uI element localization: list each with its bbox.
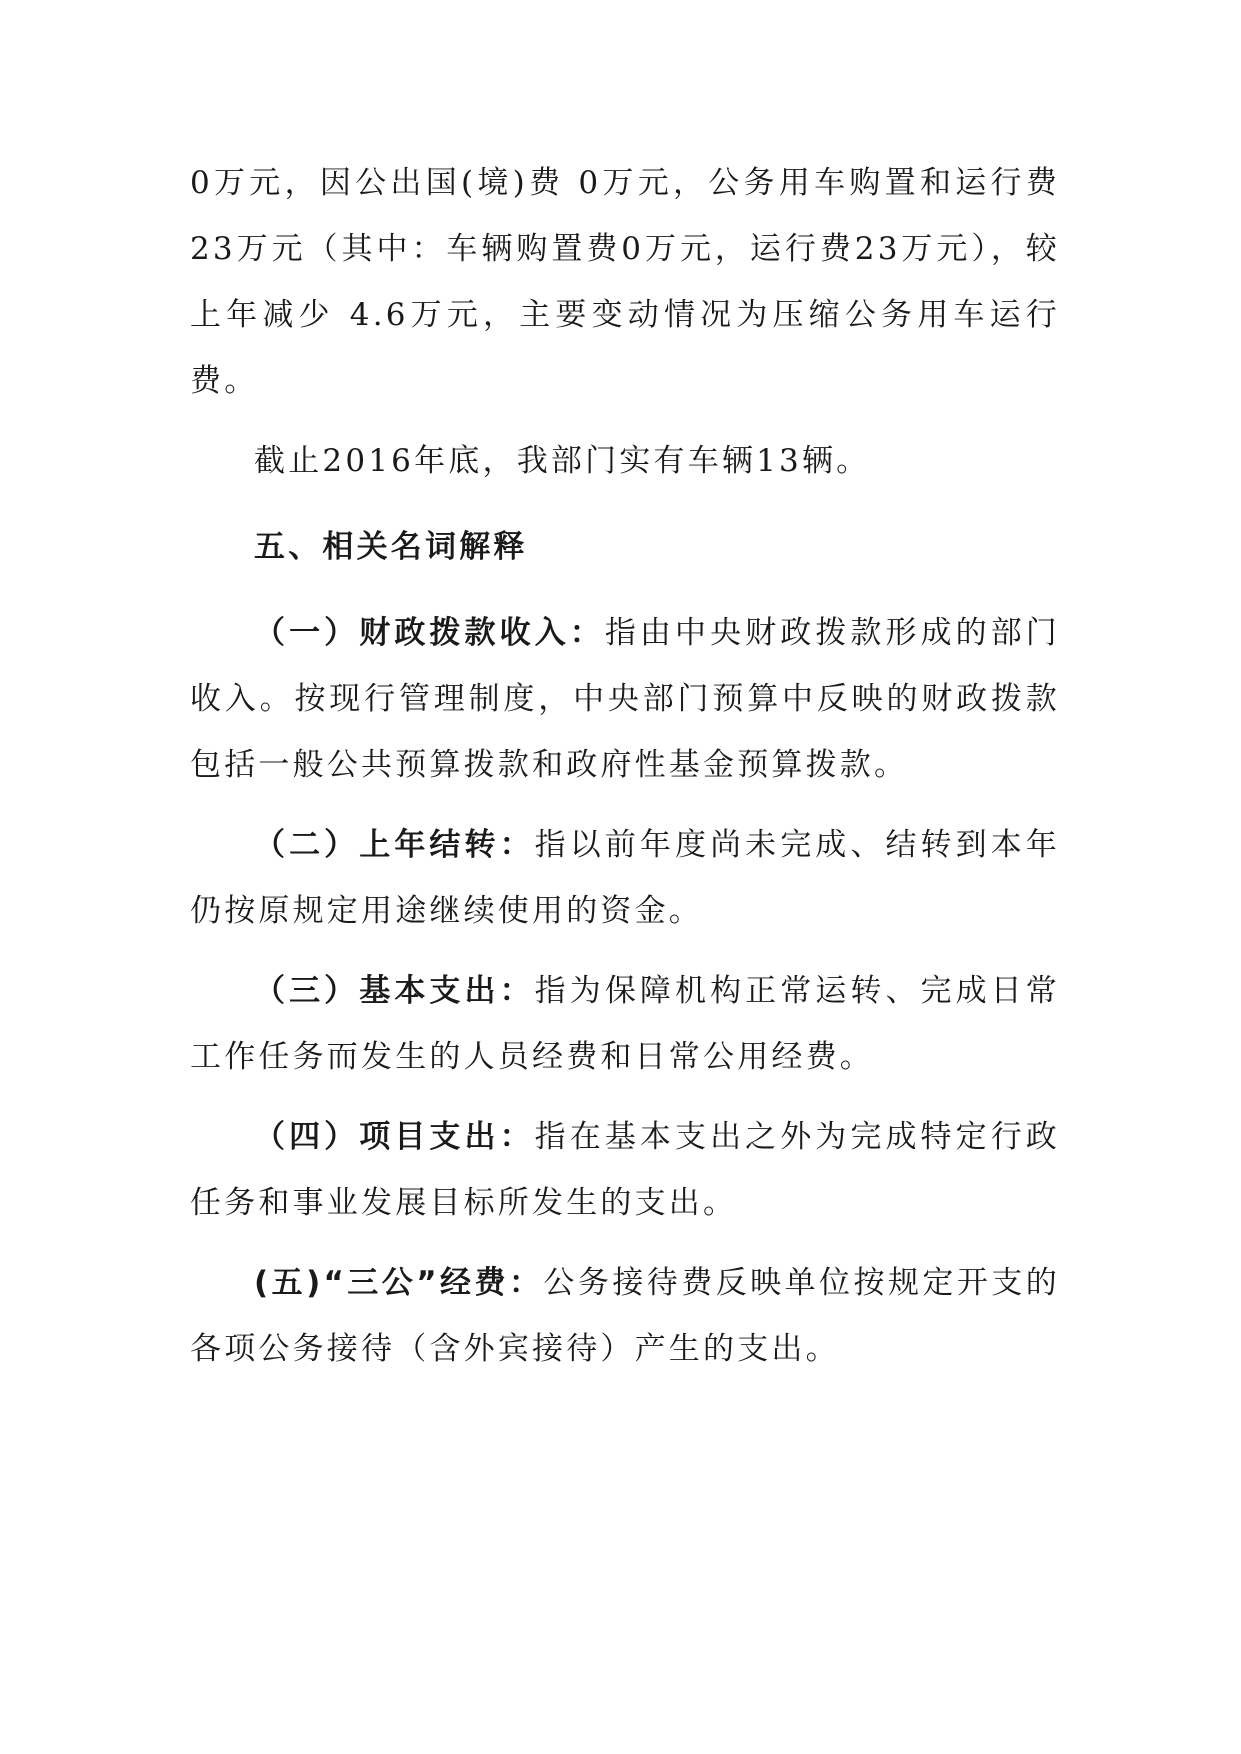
definition-term: （三）基本支出： (254, 973, 535, 1009)
definition-text: 指由中央财政拨款形成的部门收入。按现行管理制度，中央部门预算中反映的财政拨款包括一般公共预算拨款和政府性基金预算拨款。 (190, 615, 1061, 783)
definition-text: 公务接待费反映单位按规定开支的各项公务接待（含外宾接待）产生的支出。 (190, 1265, 1060, 1367)
definition-text: 指在基本支出之外为完成特定行政任务和事业发展目标所发生的支出。 (190, 1119, 1060, 1221)
definition-text: 指以前年度尚未完成、结转到本年仍按原规定用途继续使用的资金。 (190, 827, 1060, 929)
document-body (190, 150, 1060, 1382)
paragraph-vehicle-count: 截止2016年底，我部门实有车辆13辆。 (254, 443, 871, 479)
definition-text: 指为保障机构正常运转、完成日常工作任务而发生的人员经费和日常公用经费。 (190, 973, 1060, 1075)
definition-term: （一）财政拨款收入： (254, 615, 605, 651)
definition-term: （二）上年结转： (254, 827, 535, 863)
definition-term: （四）项目支出： (254, 1119, 535, 1155)
definition-prior-year-carryover (190, 812, 1060, 944)
definition-project-expenditure (190, 1104, 1060, 1236)
definition-term: (五)“三公”经费： (254, 1265, 544, 1301)
paragraph-three-public-expenses-continued: 0万元，因公出国(境)费 0万元，公务用车购置和运行费 23万元（其中：车辆购置费0万元，运行费23万元），较上年减少 4.6万元，主要变动情况为压缩公务用车运行费。 (190, 165, 1060, 399)
definition-basic-expenditure (190, 958, 1060, 1090)
section-heading-terms: 五、相关名词解释 (254, 529, 528, 565)
definition-three-public-expenses (190, 1250, 1060, 1382)
definition-fiscal-appropriation-income (190, 600, 1060, 798)
